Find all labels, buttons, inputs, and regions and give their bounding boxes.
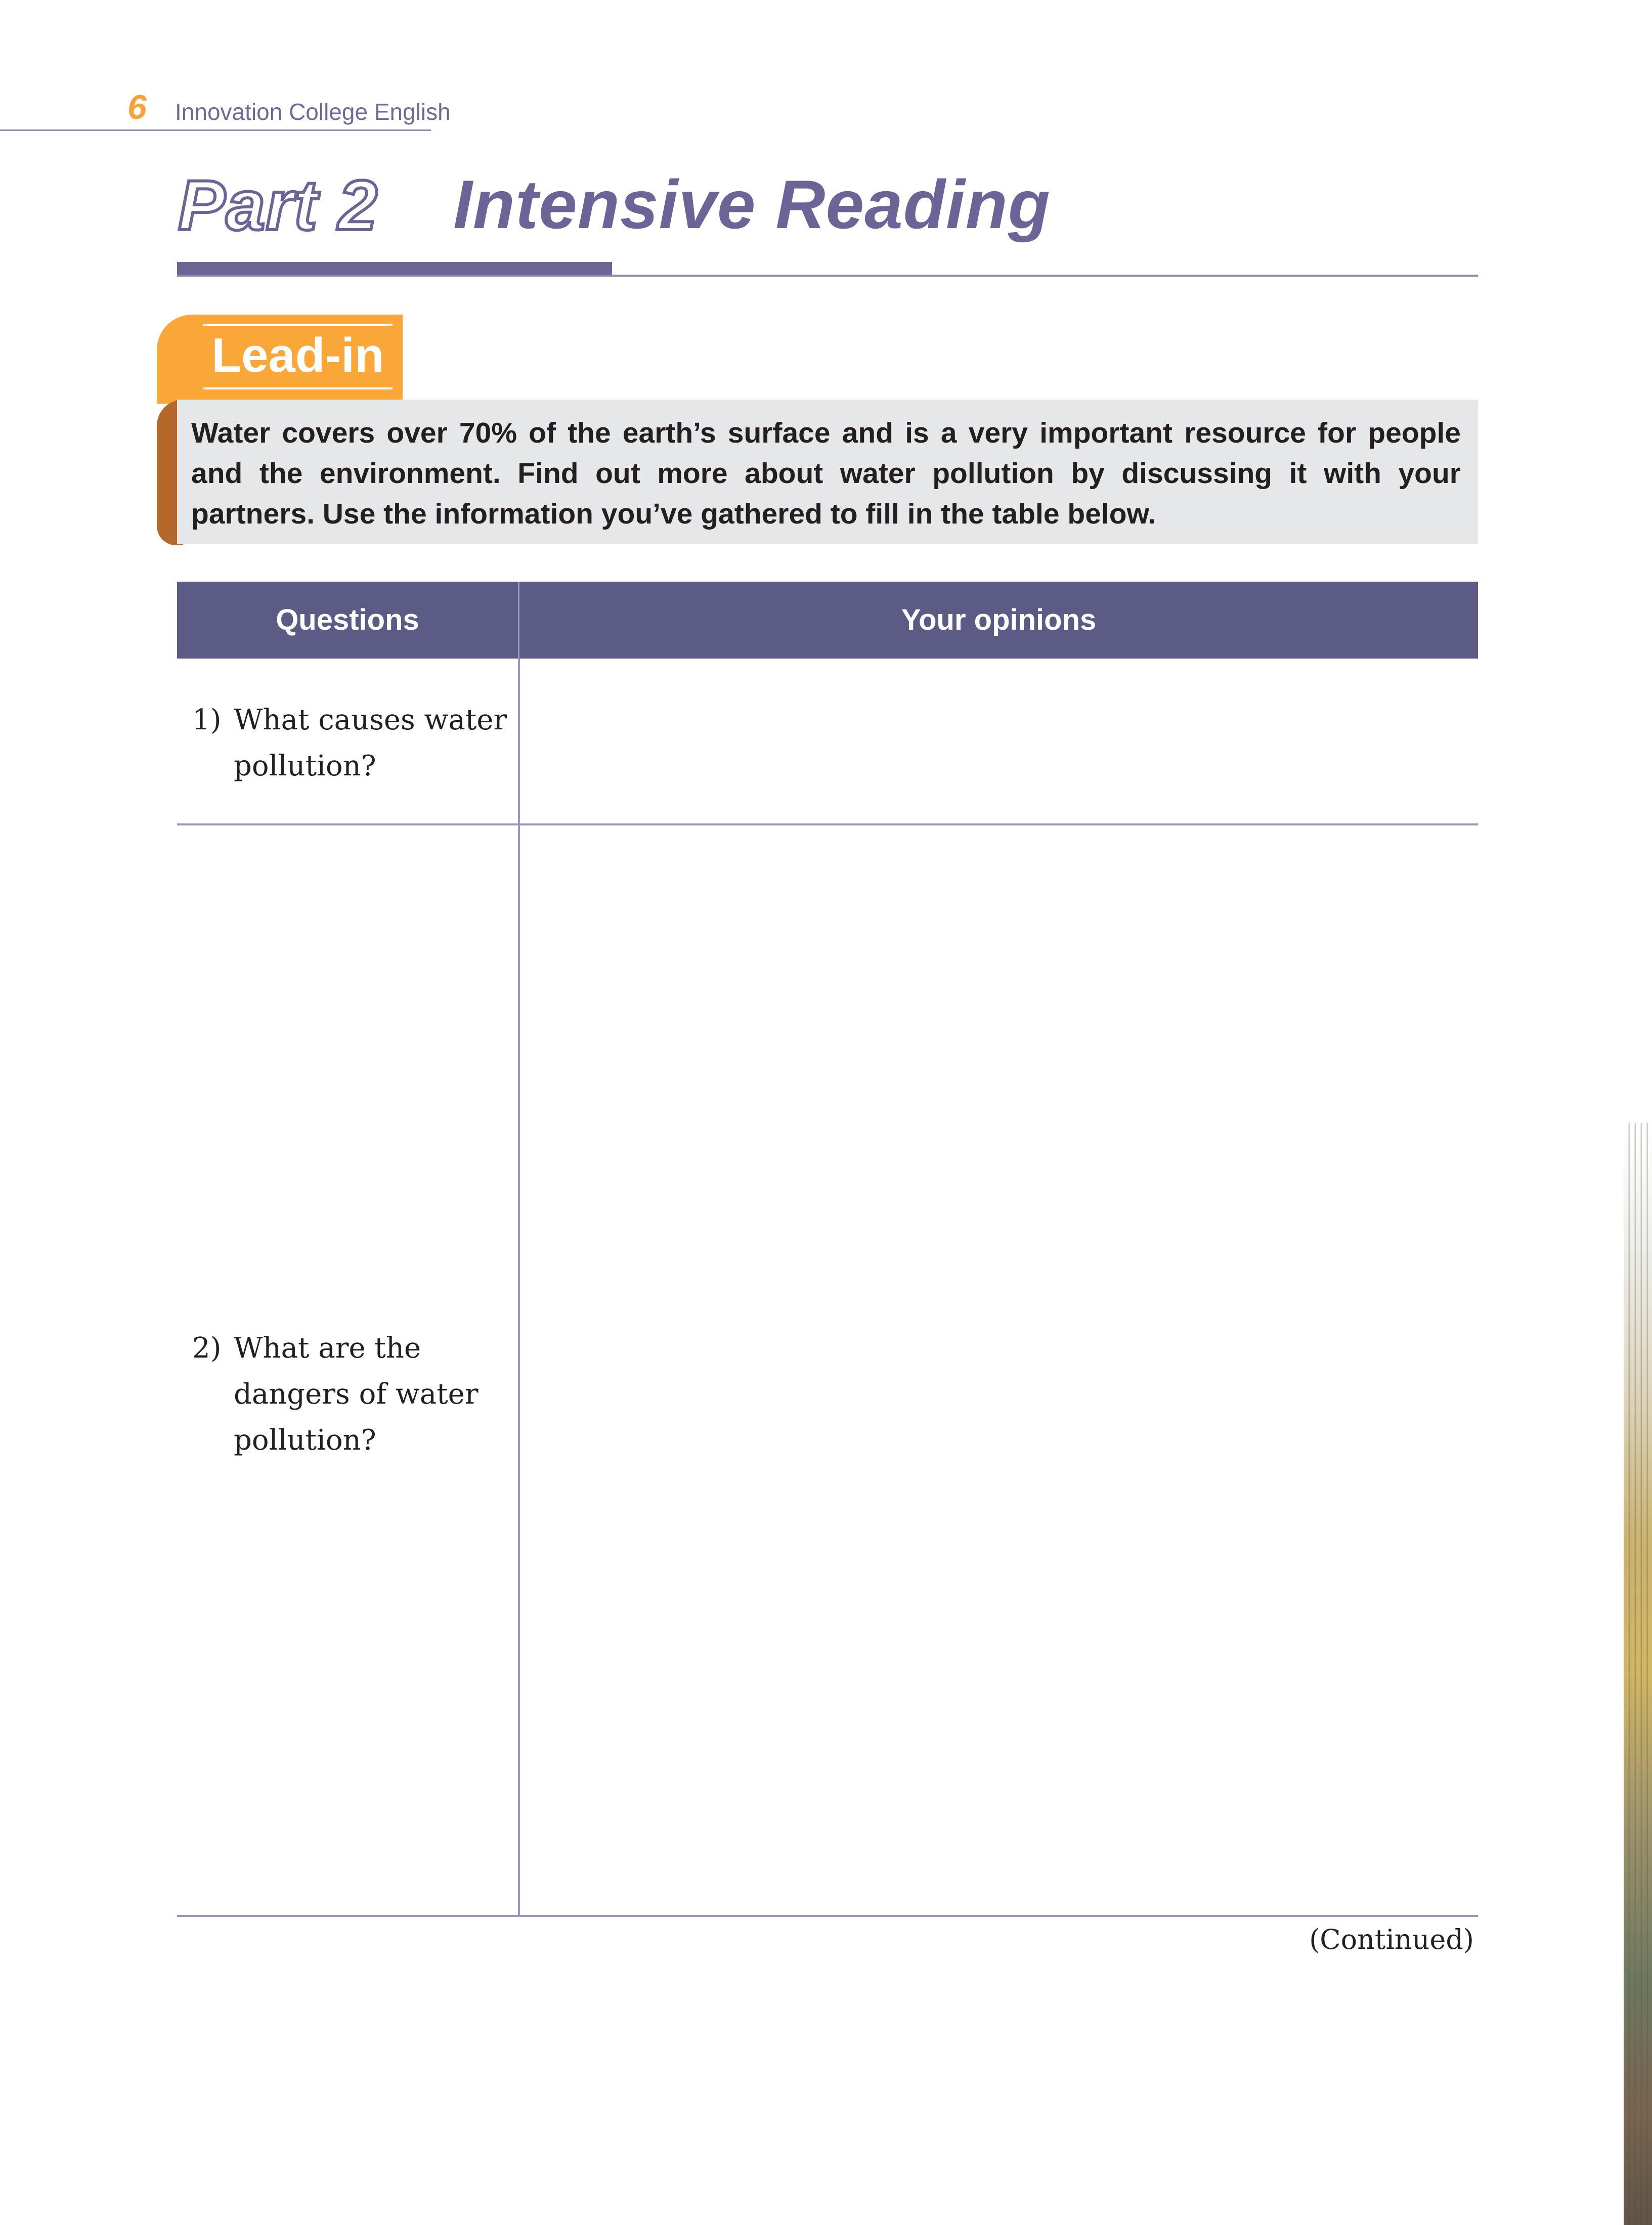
table-bottom-rule xyxy=(177,1915,1478,1917)
opinion-cell-2[interactable] xyxy=(521,826,1477,1915)
question-text: What causes water pollution? xyxy=(234,704,507,782)
question-1 xyxy=(192,697,516,789)
header-rule xyxy=(0,129,431,131)
title-underline-thick xyxy=(177,262,612,276)
column-divider xyxy=(518,659,520,1917)
leadin-box xyxy=(177,400,1478,544)
leadin-label: Lead-in xyxy=(203,324,393,389)
row-divider xyxy=(177,823,1478,825)
question-2 xyxy=(192,1325,516,1463)
section-title: Intensive Reading xyxy=(453,166,1051,243)
book-title: Innovation College English xyxy=(175,99,451,125)
column-header-opinions: Your opinions xyxy=(901,603,1097,636)
forest-photo-edge xyxy=(1624,1123,1652,2225)
continued-label: (Continued) xyxy=(1309,1924,1474,1955)
opinion-cell-1[interactable] xyxy=(521,661,1477,823)
question-number: 1) xyxy=(192,704,222,736)
question-text: What are the dangers of water pollution? xyxy=(234,1332,479,1457)
question-number: 2) xyxy=(192,1332,222,1365)
page-number: 6 xyxy=(127,88,147,126)
title-underline-thin xyxy=(177,275,1478,277)
part-label: Part 2 xyxy=(178,165,378,245)
header-column-divider xyxy=(518,582,519,659)
leadin-instructions: Water covers over 70% of the earth’s surface and is a very important resource for people and the environment. Find out more about water pollution by discussing it with your partners. Use the information you’ve gathered to fill in the table below. xyxy=(191,417,1461,530)
column-header-questions: Questions xyxy=(276,603,419,636)
